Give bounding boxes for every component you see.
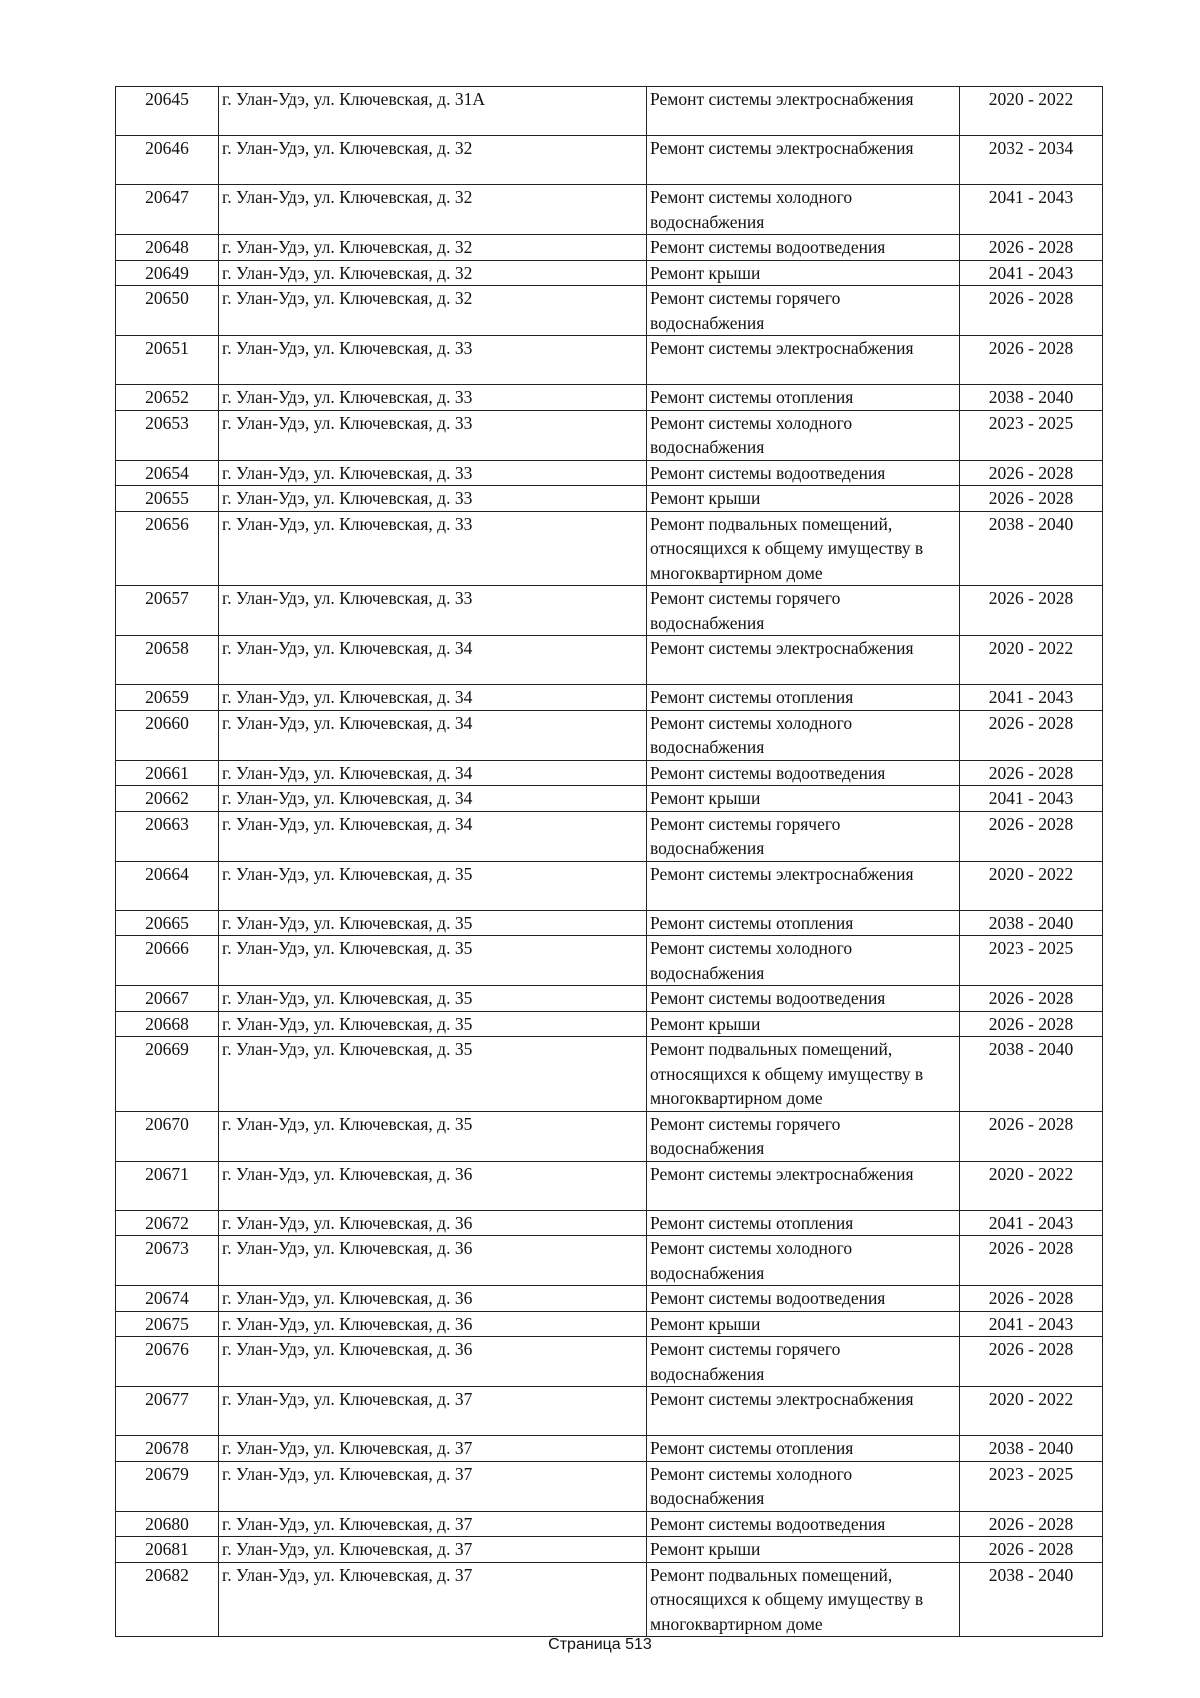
row-address: г. Улан-Удэ, ул. Ключевская, д. 33	[219, 586, 647, 636]
row-address: г. Улан-Удэ, ул. Ключевская, д. 35	[219, 861, 647, 910]
row-address: г. Улан-Удэ, ул. Ключевская, д. 32	[219, 185, 647, 235]
row-number: 20670	[116, 1111, 219, 1161]
row-address: г. Улан-Удэ, ул. Ключевская, д. 36	[219, 1337, 647, 1387]
row-number: 20651	[116, 336, 219, 385]
row-number: 20663	[116, 811, 219, 861]
row-address: г. Улан-Удэ, ул. Ключевская, д. 34	[219, 685, 647, 711]
table-row	[116, 1436, 1103, 1462]
row-number: 20664	[116, 861, 219, 910]
row-number: 20652	[116, 385, 219, 411]
table-row	[116, 1337, 1103, 1387]
row-work-type: Ремонт системы холодного водоснабжения	[647, 1236, 960, 1286]
row-period: 2020 - 2022	[960, 861, 1103, 910]
table-row	[116, 1037, 1103, 1112]
row-work-type: Ремонт системы электроснабжения	[647, 336, 960, 385]
row-number: 20659	[116, 685, 219, 711]
row-address: г. Улан-Удэ, ул. Ключевская, д. 37	[219, 1461, 647, 1511]
table-row	[116, 1387, 1103, 1436]
row-number: 20665	[116, 910, 219, 936]
row-work-type: Ремонт системы горячего водоснабжения	[647, 1111, 960, 1161]
table-row	[116, 1537, 1103, 1563]
row-address: г. Улан-Удэ, ул. Ключевская, д. 33	[219, 385, 647, 411]
row-period: 2026 - 2028	[960, 336, 1103, 385]
table-row	[116, 936, 1103, 986]
table-row	[116, 1161, 1103, 1210]
table-row	[116, 1236, 1103, 1286]
table-row	[116, 1311, 1103, 1337]
row-address: г. Улан-Удэ, ул. Ключевская, д. 32	[219, 260, 647, 286]
row-address: г. Улан-Удэ, ул. Ключевская, д. 33	[219, 410, 647, 460]
row-address: г. Улан-Удэ, ул. Ключевская, д. 33	[219, 336, 647, 385]
row-work-type: Ремонт системы отопления	[647, 385, 960, 411]
row-period: 2026 - 2028	[960, 460, 1103, 486]
row-work-type: Ремонт системы холодного водоснабжения	[647, 410, 960, 460]
repair-schedule-table	[115, 86, 1103, 1637]
table-row	[116, 410, 1103, 460]
table-row	[116, 710, 1103, 760]
row-period: 2038 - 2040	[960, 1037, 1103, 1112]
row-address: г. Улан-Удэ, ул. Ключевская, д. 32	[219, 235, 647, 261]
table-row	[116, 986, 1103, 1012]
row-address: г. Улан-Удэ, ул. Ключевская, д. 32	[219, 136, 647, 185]
row-number: 20667	[116, 986, 219, 1012]
row-work-type: Ремонт системы водоотведения	[647, 235, 960, 261]
row-period: 2026 - 2028	[960, 286, 1103, 336]
table-row	[116, 185, 1103, 235]
row-period: 2041 - 2043	[960, 786, 1103, 812]
row-period: 2041 - 2043	[960, 185, 1103, 235]
row-work-type: Ремонт системы отопления	[647, 1210, 960, 1236]
row-period: 2026 - 2028	[960, 1111, 1103, 1161]
row-number: 20668	[116, 1011, 219, 1037]
row-work-type: Ремонт системы холодного водоснабжения	[647, 185, 960, 235]
row-number: 20662	[116, 786, 219, 812]
table-row	[116, 786, 1103, 812]
table-row	[116, 1511, 1103, 1537]
row-address: г. Улан-Удэ, ул. Ключевская, д. 37	[219, 1537, 647, 1563]
row-address: г. Улан-Удэ, ул. Ключевская, д. 35	[219, 936, 647, 986]
row-number: 20676	[116, 1337, 219, 1387]
table-row	[116, 1111, 1103, 1161]
row-address: г. Улан-Удэ, ул. Ключевская, д. 34	[219, 811, 647, 861]
row-address: г. Улан-Удэ, ул. Ключевская, д. 35	[219, 1111, 647, 1161]
row-work-type: Ремонт системы горячего водоснабжения	[647, 586, 960, 636]
row-number: 20646	[116, 136, 219, 185]
row-address: г. Улан-Удэ, ул. Ключевская, д. 34	[219, 636, 647, 685]
page-number: Страница 513	[548, 1636, 652, 1653]
table-row	[116, 235, 1103, 261]
row-work-type: Ремонт системы электроснабжения	[647, 87, 960, 136]
row-work-type: Ремонт системы водоотведения	[647, 1286, 960, 1312]
row-work-type: Ремонт системы холодного водоснабжения	[647, 1461, 960, 1511]
row-work-type: Ремонт системы электроснабжения	[647, 1161, 960, 1210]
row-address: г. Улан-Удэ, ул. Ключевская, д. 35	[219, 910, 647, 936]
row-period: 2038 - 2040	[960, 910, 1103, 936]
row-work-type: Ремонт крыши	[647, 1011, 960, 1037]
row-period: 2026 - 2028	[960, 1286, 1103, 1312]
row-period: 2038 - 2040	[960, 385, 1103, 411]
row-number: 20654	[116, 460, 219, 486]
table-row	[116, 861, 1103, 910]
row-number: 20669	[116, 1037, 219, 1112]
row-period: 2041 - 2043	[960, 1210, 1103, 1236]
row-address: г. Улан-Удэ, ул. Ключевская, д. 34	[219, 786, 647, 812]
row-work-type: Ремонт системы электроснабжения	[647, 861, 960, 910]
row-address: г. Улан-Удэ, ул. Ключевская, д. 37	[219, 1436, 647, 1462]
row-address: г. Улан-Удэ, ул. Ключевская, д. 37	[219, 1562, 647, 1637]
table-row	[116, 636, 1103, 685]
row-work-type: Ремонт системы отопления	[647, 1436, 960, 1462]
row-address: г. Улан-Удэ, ул. Ключевская, д. 35	[219, 1037, 647, 1112]
row-period: 2026 - 2028	[960, 235, 1103, 261]
row-address: г. Улан-Удэ, ул. Ключевская, д. 35	[219, 1011, 647, 1037]
row-address: г. Улан-Удэ, ул. Ключевская, д. 33	[219, 460, 647, 486]
row-address: г. Улан-Удэ, ул. Ключевская, д. 36	[219, 1286, 647, 1312]
row-number: 20650	[116, 286, 219, 336]
table-row	[116, 910, 1103, 936]
row-address: г. Улан-Удэ, ул. Ключевская, д. 33	[219, 511, 647, 586]
row-number: 20653	[116, 410, 219, 460]
row-address: г. Улан-Удэ, ул. Ключевская, д. 31А	[219, 87, 647, 136]
row-number: 20655	[116, 486, 219, 512]
row-number: 20661	[116, 760, 219, 786]
row-period: 2041 - 2043	[960, 260, 1103, 286]
row-number: 20671	[116, 1161, 219, 1210]
table-row	[116, 136, 1103, 185]
row-number: 20677	[116, 1387, 219, 1436]
row-period: 2026 - 2028	[960, 486, 1103, 512]
row-work-type: Ремонт крыши	[647, 1537, 960, 1563]
row-address: г. Улан-Удэ, ул. Ключевская, д. 34	[219, 710, 647, 760]
row-period: 2020 - 2022	[960, 1161, 1103, 1210]
row-work-type: Ремонт крыши	[647, 260, 960, 286]
row-work-type: Ремонт системы горячего водоснабжения	[647, 1337, 960, 1387]
row-work-type: Ремонт подвальных помещений, относящихся к общему имуществу в многоквартирном доме	[647, 511, 960, 586]
row-work-type: Ремонт системы электроснабжения	[647, 136, 960, 185]
row-number: 20680	[116, 1511, 219, 1537]
table-row	[116, 1286, 1103, 1312]
row-number: 20674	[116, 1286, 219, 1312]
row-address: г. Улан-Удэ, ул. Ключевская, д. 32	[219, 286, 647, 336]
row-work-type: Ремонт системы горячего водоснабжения	[647, 286, 960, 336]
row-address: г. Улан-Удэ, ул. Ключевская, д. 36	[219, 1236, 647, 1286]
row-number: 20681	[116, 1537, 219, 1563]
row-number: 20675	[116, 1311, 219, 1337]
table-row	[116, 1210, 1103, 1236]
row-work-type: Ремонт системы водоотведения	[647, 760, 960, 786]
row-period: 2026 - 2028	[960, 710, 1103, 760]
row-period: 2020 - 2022	[960, 636, 1103, 685]
row-period: 2026 - 2028	[960, 1236, 1103, 1286]
table-row	[116, 260, 1103, 286]
row-work-type: Ремонт подвальных помещений, относящихся к общему имуществу в многоквартирном доме	[647, 1037, 960, 1112]
row-number: 20679	[116, 1461, 219, 1511]
row-period: 2023 - 2025	[960, 410, 1103, 460]
row-address: г. Улан-Удэ, ул. Ключевская, д. 36	[219, 1210, 647, 1236]
row-number: 20645	[116, 87, 219, 136]
row-number: 20658	[116, 636, 219, 685]
row-work-type: Ремонт крыши	[647, 486, 960, 512]
row-work-type: Ремонт системы холодного водоснабжения	[647, 936, 960, 986]
row-period: 2038 - 2040	[960, 511, 1103, 586]
row-address: г. Улан-Удэ, ул. Ключевская, д. 33	[219, 486, 647, 512]
row-period: 2023 - 2025	[960, 1461, 1103, 1511]
table-row	[116, 286, 1103, 336]
row-work-type: Ремонт системы холодного водоснабжения	[647, 710, 960, 760]
row-period: 2032 - 2034	[960, 136, 1103, 185]
table-row	[116, 1461, 1103, 1511]
row-number: 20649	[116, 260, 219, 286]
table-row	[116, 460, 1103, 486]
row-work-type: Ремонт системы водоотведения	[647, 986, 960, 1012]
row-period: 2026 - 2028	[960, 1011, 1103, 1037]
row-number: 20682	[116, 1562, 219, 1637]
row-work-type: Ремонт крыши	[647, 786, 960, 812]
table-row	[116, 1562, 1103, 1637]
table-row	[116, 511, 1103, 586]
row-work-type: Ремонт подвальных помещений, относящихся к общему имуществу в многоквартирном доме	[647, 1562, 960, 1637]
row-period: 2026 - 2028	[960, 986, 1103, 1012]
row-work-type: Ремонт системы отопления	[647, 910, 960, 936]
row-address: г. Улан-Удэ, ул. Ключевская, д. 34	[219, 760, 647, 786]
row-work-type: Ремонт крыши	[647, 1311, 960, 1337]
table-row	[116, 760, 1103, 786]
table-row	[116, 685, 1103, 711]
row-work-type: Ремонт системы электроснабжения	[647, 636, 960, 685]
row-period: 2026 - 2028	[960, 1511, 1103, 1537]
row-period: 2026 - 2028	[960, 760, 1103, 786]
row-period: 2041 - 2043	[960, 1311, 1103, 1337]
row-number: 20678	[116, 1436, 219, 1462]
row-work-type: Ремонт системы водоотведения	[647, 1511, 960, 1537]
row-address: г. Улан-Удэ, ул. Ключевская, д. 37	[219, 1387, 647, 1436]
row-period: 2023 - 2025	[960, 936, 1103, 986]
row-number: 20656	[116, 511, 219, 586]
table-row	[116, 87, 1103, 136]
row-work-type: Ремонт системы горячего водоснабжения	[647, 811, 960, 861]
row-address: г. Улан-Удэ, ул. Ключевская, д. 36	[219, 1311, 647, 1337]
row-work-type: Ремонт системы отопления	[647, 685, 960, 711]
row-period: 2041 - 2043	[960, 685, 1103, 711]
table-body	[116, 87, 1103, 1637]
table-row	[116, 586, 1103, 636]
row-period: 2038 - 2040	[960, 1562, 1103, 1637]
row-period: 2026 - 2028	[960, 811, 1103, 861]
row-number: 20666	[116, 936, 219, 986]
row-number: 20648	[116, 235, 219, 261]
row-period: 2038 - 2040	[960, 1436, 1103, 1462]
table-row	[116, 1011, 1103, 1037]
table-row	[116, 811, 1103, 861]
row-address: г. Улан-Удэ, ул. Ключевская, д. 37	[219, 1511, 647, 1537]
table-row	[116, 336, 1103, 385]
row-number: 20647	[116, 185, 219, 235]
row-period: 2020 - 2022	[960, 87, 1103, 136]
row-address: г. Улан-Удэ, ул. Ключевская, д. 35	[219, 986, 647, 1012]
row-address: г. Улан-Удэ, ул. Ключевская, д. 36	[219, 1161, 647, 1210]
row-number: 20660	[116, 710, 219, 760]
row-work-type: Ремонт системы электроснабжения	[647, 1387, 960, 1436]
row-period: 2026 - 2028	[960, 1537, 1103, 1563]
row-number: 20657	[116, 586, 219, 636]
row-number: 20672	[116, 1210, 219, 1236]
row-period: 2026 - 2028	[960, 1337, 1103, 1387]
table-row	[116, 385, 1103, 411]
row-number: 20673	[116, 1236, 219, 1286]
table-row	[116, 486, 1103, 512]
row-period: 2020 - 2022	[960, 1387, 1103, 1436]
row-work-type: Ремонт системы водоотведения	[647, 460, 960, 486]
row-period: 2026 - 2028	[960, 586, 1103, 636]
